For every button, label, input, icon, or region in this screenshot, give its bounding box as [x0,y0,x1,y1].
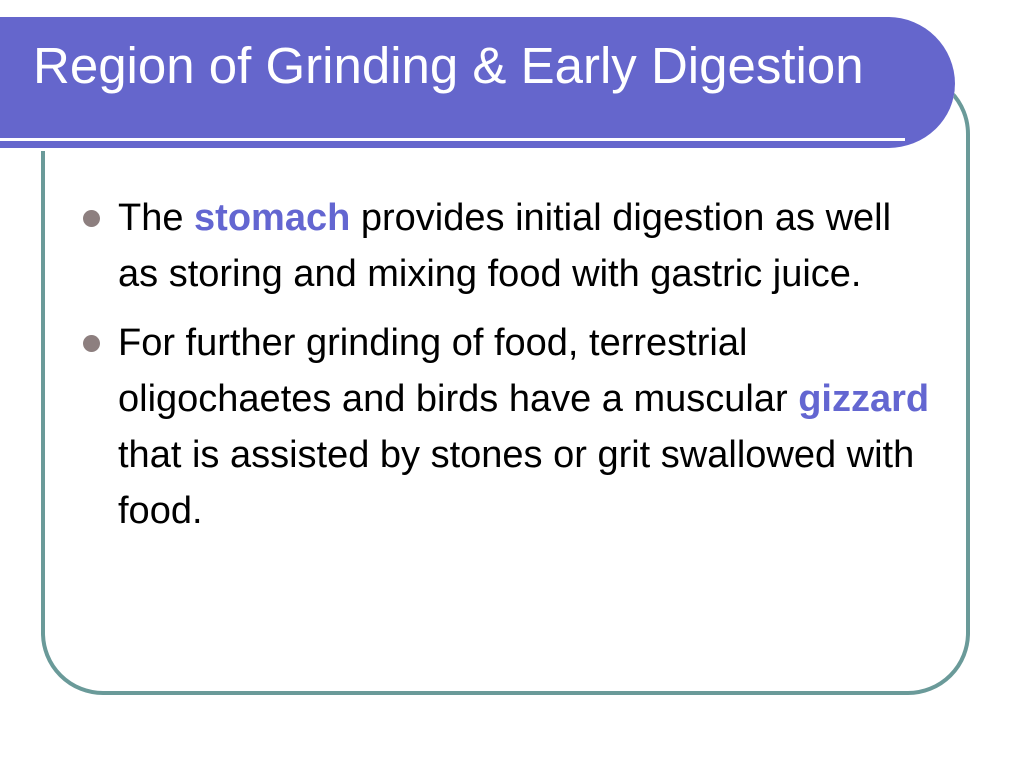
bullet-text-after: provides initial digestion as well as storing and mixing food with gastric juice. [118,197,892,295]
gizzard-term: gizzard [798,378,930,420]
bullet-item-gizzard [83,315,933,539]
title-band [0,17,955,151]
bullet-list [83,190,933,552]
bullet-item-stomach [83,190,933,302]
bullet-icon [83,335,100,352]
stomach-term: stomach [194,197,351,239]
slide-title: Region of Grinding & Early Digestion [33,37,864,94]
bullet-text-before: The [118,197,195,239]
bullet-text-after: that is assisted by stones or grit swallowed with food. [118,434,915,532]
bullet-icon [83,210,100,227]
bullet-text-before: For further grinding of food, terrestrial oligochaetes and birds have a muscular [118,322,799,420]
